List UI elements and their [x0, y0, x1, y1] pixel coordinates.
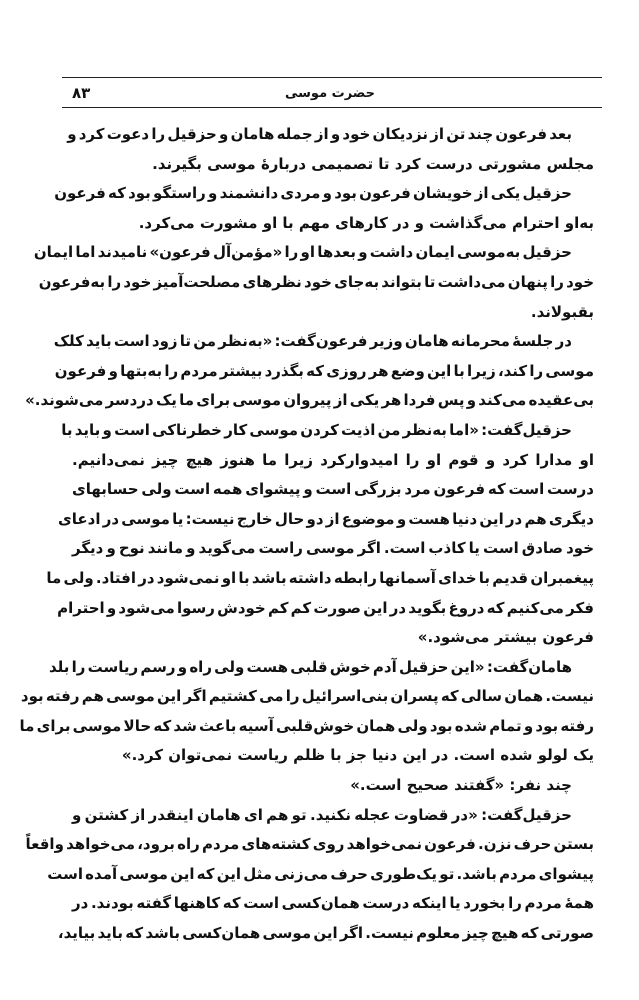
text-line: [72, 298, 594, 328]
text-line: [72, 446, 594, 476]
text-line: [61, 416, 594, 446]
text-line: [72, 209, 594, 239]
text-line: [25, 830, 594, 860]
text-line-content: پیشوای مردم باشد. تو یک‌طوری حرف می‌زنی مثل این که این موسی آمده است: [47, 864, 594, 883]
text-line-content: خود صادق است یا کاذب است. اگر موسی راست می‌گوید و مانند نوح و دیگر: [72, 539, 594, 558]
running-header-title: حضرت موسی: [285, 86, 375, 101]
text-line-content: یک لولو شده است. در این دنیا جز با ظلم ریاست نمی‌توان کرد.»: [121, 746, 594, 765]
header-bottom-rule: [62, 107, 602, 108]
text-line: [72, 889, 594, 919]
text-line: [20, 682, 594, 712]
text-line-content: دیگری هم در این دنیا هست و موضوع از دو حال خارج نیست: یا موسی در ادعای: [58, 509, 594, 528]
text-line-content: موسی را کند، زیرا با این وضع هر روزی که بگذرد بیشتر مردم را به‌بتها و فرعون: [54, 361, 594, 380]
text-line-content: حزقیل‌گفت: «در قضاوت عجله نکنید. تو هم ای هامان اینقدر از کشتن و: [72, 805, 572, 824]
text-line-content: بی‌عقیده می‌کند و پس فردا هر یکی از پیروان موسی برای ما یک دردسر می‌شوند.»: [25, 391, 594, 410]
text-line: [54, 357, 594, 387]
text-line: [72, 150, 594, 180]
text-line: [72, 801, 594, 831]
text-line: [57, 919, 594, 949]
text-line-content: حزقیل‌گفت: «اما به‌نظر من اذیت کردن موسی کار خطرناکی است و باید با: [61, 420, 572, 439]
text-line-content: فرعون بیشتر می‌شود.»: [417, 628, 594, 647]
text-line: [58, 505, 594, 535]
text-line-content: پیغمبران قدیم با خدای آسمانها رابطه داشته باشد با او نمی‌شود در افتاد. ولی ما: [46, 568, 594, 587]
text-line-content: فکر می‌کنیم که دروغ بگوید در این صورت کم کم خودش رسوا می‌شود و احترام: [57, 598, 594, 617]
text-line: [54, 179, 594, 209]
text-line-content: به‌او احترام می‌گذاشت و در کارهای مهم با او مشورت می‌کرد.: [138, 213, 594, 232]
text-line: [72, 771, 594, 801]
text-line-content: رفته بود و تمام شده بود ولی همان خوش‌قلبی آسیه باعث شد که حالا موسی برای ما: [19, 716, 594, 735]
text-line: [72, 623, 594, 653]
text-line: [72, 741, 594, 771]
text-line-content: حزقیل به‌موسی ایمان داشت و بعدها او را «مؤمن‌آل فرعون» نامیدند اما ایمان: [33, 243, 572, 262]
text-line: [19, 712, 594, 742]
header-top-rule: [62, 77, 602, 78]
text-line-content: نیست. همان سالی که پسران بنی‌اسرائیل را می کشتیم اگر این موسی هم رفته بود: [20, 687, 594, 706]
text-line-content: چند نفر: «گفتند صحیح است.»: [350, 776, 572, 795]
text-line-content: او مدارا کرد و قوم او را امیدوارکرد زیرا ما هنوز هیچ چیز نمی‌دانیم.: [72, 450, 594, 469]
text-line-content: در جلسهٔ محرمانه هامان وزیر فرعون‌گفت: «به‌نظر من تا زود است باید کلک: [53, 332, 572, 351]
text-line: [38, 268, 594, 298]
text-line-content: بستن حرف نزن. فرعون نمی‌خواهد روی کشته‌های مردم راه برود، می‌خواهد واقعاً: [25, 835, 594, 854]
text-line-content: صورتی که هیچ چیز معلوم نیست. اگر این موسی همان‌کسی باشد که باید بیاید،: [57, 924, 594, 943]
text-line: [67, 120, 594, 150]
text-line-content: بعد فرعون چند تن از نزدیکان خود و از جمله هامان و حزقیل را دعوت کرد و: [67, 125, 572, 143]
text-line-content: مجلس مشورتی درست کرد تا تصمیمی دربارهٔ موسی بگیرند.: [152, 154, 594, 173]
text-line: [72, 534, 594, 564]
text-line-content: هامان‌گفت: «این حزقیل آدم خوش قلبی هست ولی راه و رسم ریاست را بلد: [49, 657, 572, 676]
body-text: [19, 120, 594, 949]
text-line-content: حزقیل یکی از خویشان فرعون بود و مردی دانشمند و راستگو بود که فرعون: [54, 184, 572, 203]
text-line-content: درست است که فرعون مرد بزرگی است و پیشوای همه است ولی حسابهای: [72, 480, 594, 499]
text-line: [47, 860, 594, 890]
text-line: [25, 386, 594, 416]
text-line: [46, 564, 594, 594]
text-line-content: همهٔ مردم را بخورد یا اینکه درست همان‌کسی است که کاهنها گفته بودند. در: [72, 894, 594, 913]
text-line-content: بقبولاند.: [530, 302, 594, 321]
text-line: [72, 475, 594, 505]
text-line: [49, 653, 594, 683]
text-line: [33, 238, 594, 268]
page-number: ۸۳: [72, 84, 91, 102]
text-line: [57, 594, 594, 624]
text-line: [53, 327, 594, 357]
text-line-content: خود را پنهان می‌داشت تا بتواند به‌جای خود نظرهای مصلحت‌آمیز خود را به‌فرعون: [38, 272, 594, 291]
